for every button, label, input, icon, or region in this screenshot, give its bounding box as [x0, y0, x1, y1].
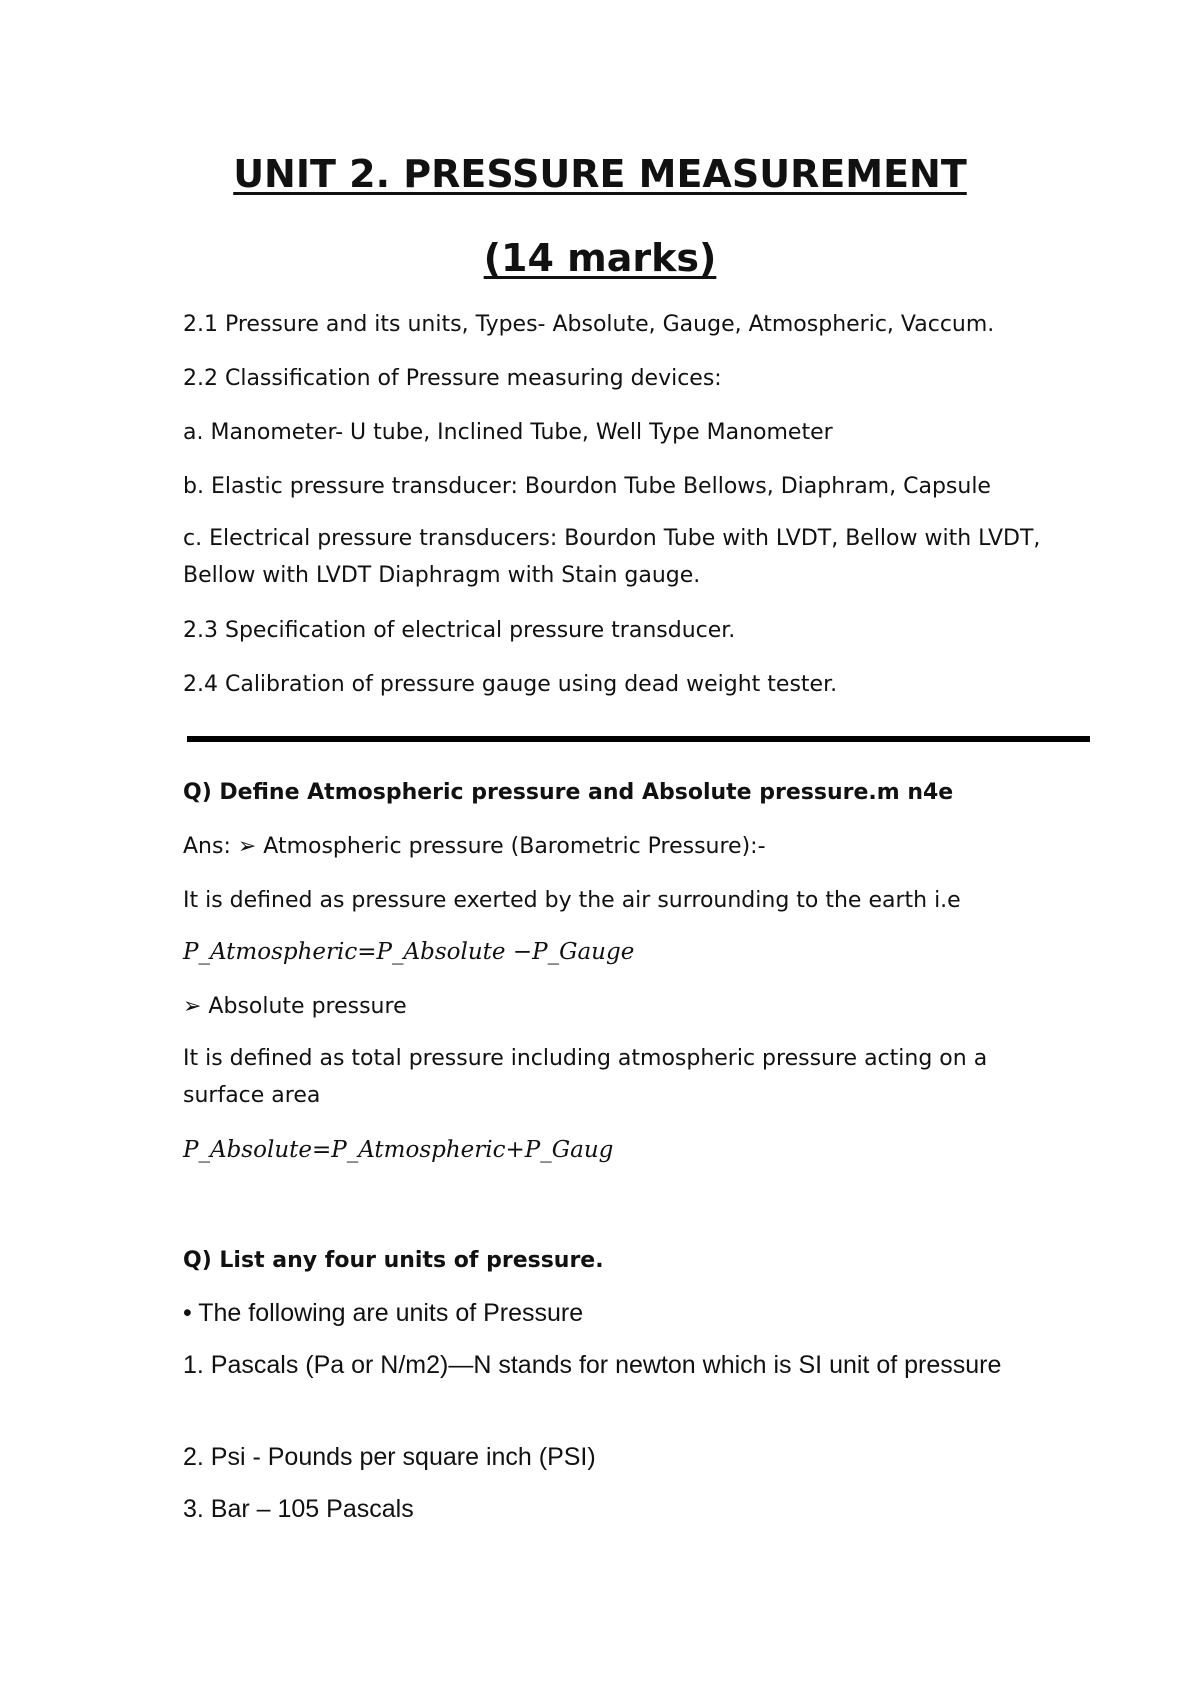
syllabus-item: c. Electrical pressure transducers: Bourdon Tube with LVDT, Bellow with LVDT, Bellow with LVDT Diaphragm with Stain gauge.	[183, 526, 1041, 588]
syllabus-item: 2.1 Pressure and its units, Types- Absolute, Gauge, Atmospheric, Vaccum.	[183, 312, 995, 337]
unit-item: 1. Pascals (Pa or N/m2)—N stands for newton which is SI unit of pressure	[183, 1351, 1002, 1379]
absolute-definition: It is defined as total pressure including atmospheric pressure acting on a surface area	[183, 1046, 988, 1108]
units-intro: • The following are units of Pressure	[183, 1299, 584, 1327]
syllabus-item: a. Manometer- U tube, Inclined Tube, Well Type Manometer	[183, 420, 833, 445]
atmospheric-definition: It is defined as pressure exerted by the air surrounding to the earth i.e	[183, 888, 961, 913]
section-divider	[187, 736, 1090, 742]
question-1: Q) Define Atmospheric pressure and Absolute pressure.m n4e	[183, 780, 954, 805]
syllabus-item: 2.4 Calibration of pressure gauge using dead weight tester.	[183, 672, 838, 697]
marks-subtitle: (14 marks)	[483, 236, 717, 280]
absolute-heading: ➢ Absolute pressure	[183, 994, 407, 1019]
atmospheric-formula: P_Atmospheric=P_Absolute −P_Gauge	[183, 939, 635, 965]
absolute-formula: P_Absolute=P_Atmospheric+P_Gaug	[183, 1137, 614, 1163]
unit-item: 2. Psi - Pounds per square inch (PSI)	[183, 1443, 596, 1471]
question-2: Q) List any four units of pressure.	[183, 1248, 604, 1273]
unit-title: UNIT 2. PRESSURE MEASUREMENT	[233, 152, 967, 196]
syllabus-item: b. Elastic pressure transducer: Bourdon Tube Bellows, Diaphram, Capsule	[183, 474, 991, 499]
unit-item: 3. Bar – 105 Pascals	[183, 1495, 414, 1523]
syllabus-item: 2.2 Classification of Pressure measuring devices:	[183, 366, 722, 391]
syllabus-item: 2.3 Specification of electrical pressure transducer.	[183, 618, 736, 643]
answer-heading: Ans: ➢ Atmospheric pressure (Barometric Pressure):-	[183, 834, 766, 859]
